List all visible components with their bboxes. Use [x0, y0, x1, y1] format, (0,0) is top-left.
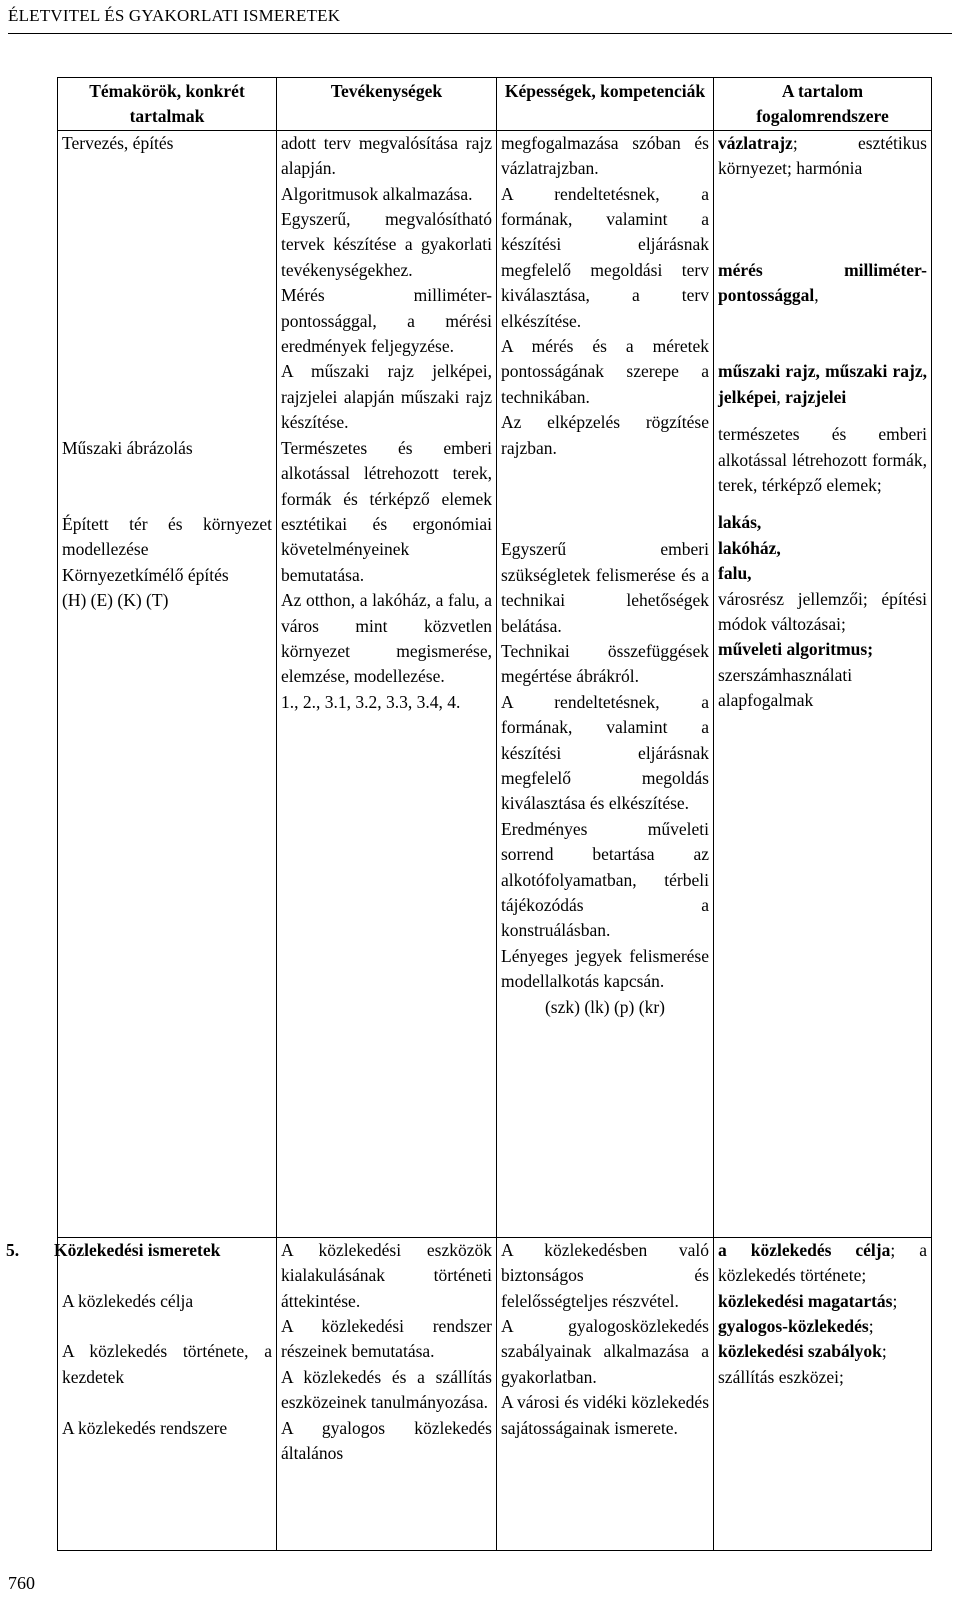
skill-text: megfogalmazása szóban és vázlatrajzban.: [501, 132, 709, 179]
topic-traffic-history: A közlekedés története, a kezdetek: [62, 1341, 272, 1387]
skill-codes: (szk) (lk) (p) (kr): [544, 996, 665, 1017]
activity-text: Természetes és emberi alkotással létrehozott terek, formák és térképző elemek esztétikai és ergonómiai követelményeinek bemutatása.: [281, 437, 492, 585]
section-title: Közlekedési ismeretek: [54, 1239, 221, 1260]
concept-text: ;: [892, 1290, 898, 1311]
skill-text: Eredményes műveleti sorrend betartása az alkotófolyamatban, térbeli tájékozódás a konstruálásban.: [501, 818, 709, 941]
activity-text: A műszaki rajz jelképei, rajzjelei alapján műszaki rajz készítése.: [281, 361, 492, 433]
concept-bold: lakóház,: [718, 537, 781, 558]
concept-bold: mérés milliméter-pontossággal: [718, 259, 927, 306]
topic-eco-building: Környezetkímélő építés: [62, 564, 229, 585]
activity-references: 1., 2., 3.1, 3.2, 3.3, 3.4, 4.: [281, 691, 461, 712]
concept-bold: vázlatrajz: [718, 132, 793, 153]
topic-codes: (H) (E) (K) (T): [62, 590, 169, 610]
page-number: 760: [8, 1573, 35, 1593]
activities-cell: [277, 1237, 497, 1550]
concept-item: [718, 1289, 927, 1314]
concepts-cell: [714, 130, 932, 1237]
concept-item: [718, 1238, 927, 1289]
skills-cell: [497, 1237, 714, 1550]
concept-bold: közlekedési magatartás: [718, 1290, 893, 1311]
concept-text: szerszámhasználati alapfogalmak: [718, 664, 853, 711]
topic-planning: Tervezés, építés: [62, 132, 174, 153]
concept-text: természetes és emberi alkotással létrehozott formák, terek, térképző elemek;: [718, 424, 927, 496]
concept-measurement: [718, 258, 927, 309]
concept-text: szállítás eszközei;: [718, 1366, 844, 1387]
concept-bold: közlekedési szabályok: [718, 1341, 882, 1362]
topics-cell: [58, 130, 277, 1237]
concept-bold: műveleti algoritmus;: [718, 639, 874, 660]
topic-built-environment: Épített tér és környezet modellezése: [62, 513, 272, 560]
topic-traffic-purpose: A közlekedés célja: [62, 1290, 194, 1311]
topic-technical-drawing: Műszaki ábrázolás: [62, 437, 193, 458]
topics-cell: [6, 1237, 277, 1550]
skill-text: Az elképzelés rögzítése rajzban.: [501, 412, 709, 458]
activities-cell: [277, 130, 497, 1237]
concept-sketch: [718, 131, 927, 182]
skill-text: Egyszerű emberi szükségletek felismerése és a technikai lehetőségek belátása.: [501, 539, 709, 636]
header-concepts: A tartalom fogalomrendszere: [714, 78, 932, 131]
table-header-row: [58, 78, 932, 131]
concept-bold: rajzjelei: [785, 386, 847, 407]
skill-text: Technikai összefüggések megértése ábrákról.: [501, 640, 709, 687]
activity-text: adott terv megvalósítása rajz alapján.: [281, 132, 492, 179]
topic-traffic-system: A közlekedés rendszere: [62, 1417, 228, 1438]
table-row: [58, 1237, 932, 1550]
running-head: ÉLETVITEL ÉS GYAKORLATI ISMERETEK: [8, 6, 341, 25]
concept-bold: műszaki rajz,: [718, 361, 820, 382]
section-number: 5.: [6, 1239, 20, 1260]
concept-housing: [718, 510, 927, 637]
concept-bold: a közlekedés célja: [718, 1239, 891, 1260]
concept-bold: lakás,: [718, 512, 762, 533]
skill-text: A gyalogosközlekedés szabályainak alkalmazása a gyakorlatban.: [501, 1316, 709, 1387]
skill-text: A közlekedésben való biztonságos és felelősségteljes részvétel.: [501, 1239, 709, 1311]
skill-text: A rendeltetésnek, a formának, valamint a készítési eljárásnak megfelelő megoldás kiválasztása és elkészítése.: [501, 691, 709, 814]
header-activities: Tevékenységek: [277, 78, 497, 131]
concept-text: ; a közlekedés története;: [718, 1239, 927, 1286]
concept-bold: falu,: [718, 563, 752, 584]
concept-text: városrész jellemzői; építési módok változásai;: [718, 588, 927, 635]
activity-text: Algoritmusok alkalmazása.: [281, 183, 473, 204]
activity-text: A közlekedési eszközök kialakulásának történeti áttekintése.: [281, 1239, 492, 1311]
activity-text: Az otthon, a lakóház, a falu, a város mint közvetlen környezet megismerése, elemzése, modellezése.: [281, 590, 492, 687]
concept-item: [718, 1339, 927, 1364]
activity-text: Mérés milliméter-pontossággal, a mérési eredmények feljegyzése.: [281, 285, 492, 357]
concept-text: ; esztétikus környezet; harmónia: [718, 132, 927, 179]
concept-bold: műszaki rajz,: [825, 361, 927, 382]
concept-bold: jelképei: [718, 386, 777, 407]
activity-text: A közlekedés és a szállítás eszközeinek tanulmányozása.: [281, 1366, 492, 1413]
skills-cell: [497, 130, 714, 1237]
activity-text: A közlekedési rendszer részeinek bemutatása.: [281, 1316, 492, 1362]
concept-technical-drawing: [718, 359, 927, 410]
header-topics: Témakörök, konkrét tartalmak: [58, 78, 277, 131]
header-skills: Képességek, kompetenciák: [497, 78, 714, 131]
skill-text: Lényeges jegyek felismerése modellalkotás kapcsán.: [501, 945, 709, 992]
concept-text: ;: [881, 1341, 887, 1362]
skill-text: A rendeltetésnek, a formának, valamint a készítési eljárásnak megfelelő megoldási terv kiválasztása, a terv elkészítése.: [501, 183, 709, 331]
concept-text: ;: [868, 1316, 874, 1337]
activity-text: A gyalogos közlekedés általános: [281, 1417, 492, 1464]
skill-text: A városi és vidéki közlekedés sajátosságainak ismerete.: [501, 1392, 710, 1438]
concept-item: [718, 1314, 927, 1339]
concept-algorithm: [718, 637, 927, 713]
curriculum-table: [6, 77, 932, 1551]
skill-text: A mérés és a méretek pontosságának szerepe a technikában.: [501, 336, 709, 407]
section-heading: [6, 1238, 272, 1263]
header-rule: [8, 33, 952, 34]
table-row: [58, 130, 932, 1237]
concept-text: ,: [814, 285, 819, 306]
concepts-cell: [714, 1237, 932, 1550]
activity-text: Egyszerű, megvalósítható tervek készítése a gyakorlati tevékenységekhez.: [281, 209, 492, 280]
concept-bold: gyalogos-közlekedés: [718, 1316, 869, 1337]
concept-separator: ,: [776, 386, 786, 407]
